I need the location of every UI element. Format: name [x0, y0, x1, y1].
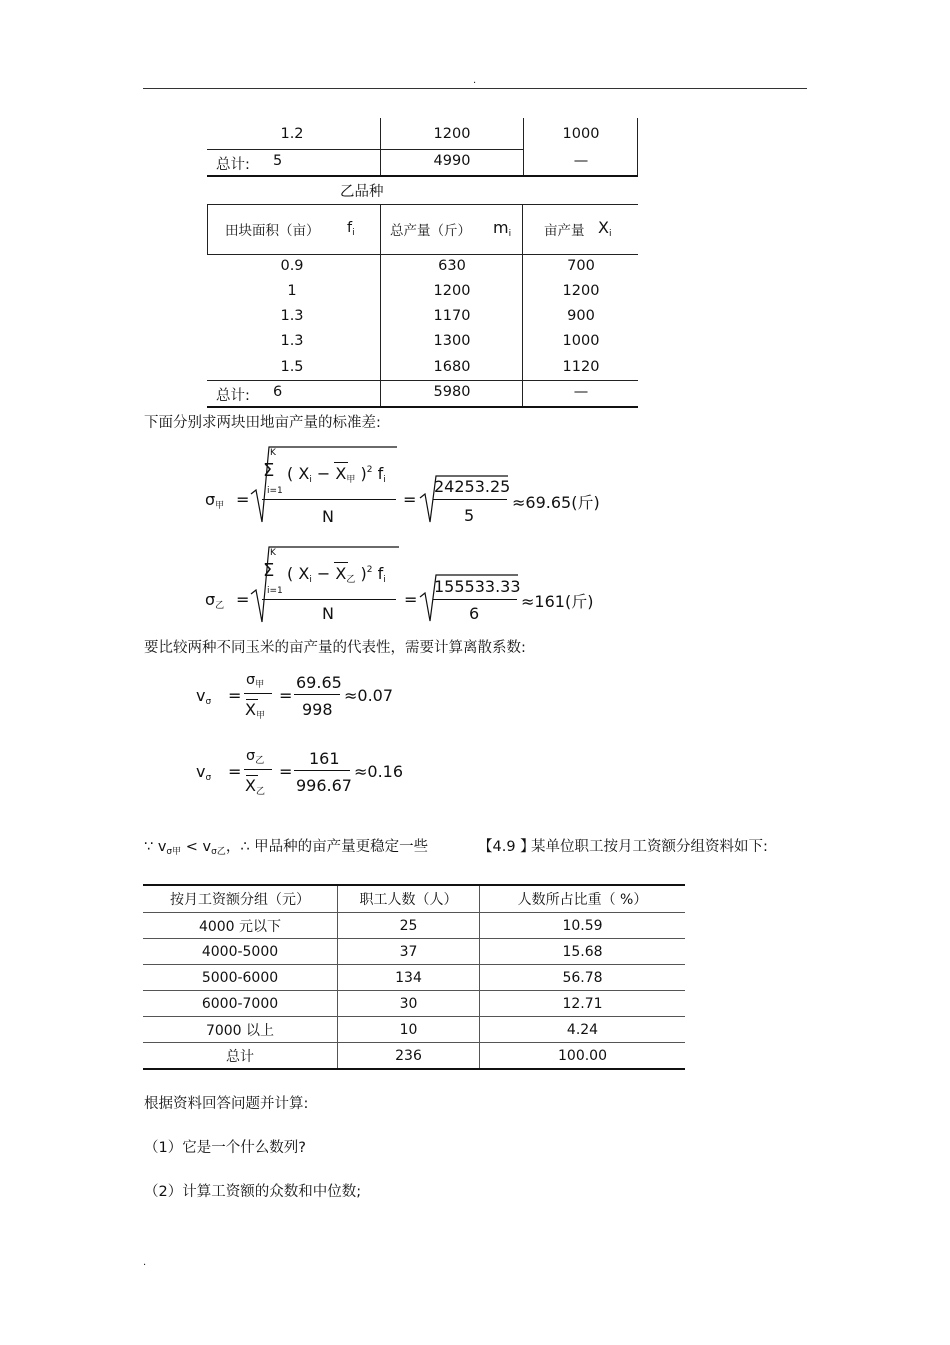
table-cell: 1.5 [280, 359, 304, 375]
table-cell: 900 [567, 308, 595, 324]
header-mark: . [473, 75, 477, 86]
table-cell: — [573, 384, 589, 400]
table-cell: 5 [273, 153, 283, 169]
table-cell: 700 [567, 258, 595, 274]
header-area-symbol: $f_i$ [347, 220, 355, 238]
table-caption: 乙品种 [340, 184, 384, 200]
table-cell: 1.3 [280, 308, 304, 324]
problem-text: 某单位职工按月工资额分组资料如下: [531, 839, 768, 855]
header-area: 田块面积（亩） [225, 223, 320, 239]
column-header: 人数所占比重（ %） [480, 885, 686, 913]
total-label: 总计: [216, 388, 250, 404]
table-cell: 25 [338, 913, 480, 939]
intro-std-text: 下面分别求两块田地亩产量的标准差: [144, 415, 381, 431]
column-header: 按月工资额分组（元） [143, 885, 338, 913]
table-cell: 56.78 [480, 965, 686, 991]
table-cell: 1000 [562, 126, 600, 142]
header-yield-symbol: $X_i$ [598, 218, 612, 239]
table-cell: 1.2 [280, 126, 304, 142]
table-row [143, 991, 685, 1017]
question-1: （1）它是一个什么数列? [144, 1140, 306, 1156]
table-cell: 1170 [433, 308, 471, 324]
column-header: 职工人数（人） [338, 885, 480, 913]
table-total-row [143, 1043, 685, 1070]
header-total: 总产量（斤） [390, 223, 471, 239]
table-row [143, 913, 685, 939]
wage-table [143, 884, 685, 1070]
header-rule [143, 88, 807, 89]
table-cell: 1000 [562, 333, 600, 349]
table-header-row [143, 885, 685, 913]
table-row [143, 1017, 685, 1043]
header-total-symbol: $m_i$ [493, 218, 512, 239]
table-cell: 1680 [433, 359, 471, 375]
conclusion-text: ∵ $v_{\sigma 甲} < v_{\sigma 乙}$，∴ 甲品种的亩产量更稳定一些 [144, 839, 429, 857]
table-cell: 1200 [562, 283, 600, 299]
table-cell: 1200 [433, 126, 471, 142]
table-cell: 134 [338, 965, 480, 991]
table-cell: 0.9 [280, 258, 304, 274]
table-cell: 10.59 [480, 913, 686, 939]
table-cell: 4000-5000 [143, 939, 338, 965]
table-cell: 15.68 [480, 939, 686, 965]
table-cell: 30 [338, 991, 480, 1017]
table-cell: 12.71 [480, 991, 686, 1017]
table-cell: 100.00 [480, 1043, 686, 1070]
table-cell: 10 [338, 1017, 480, 1043]
table-cell: 总计 [143, 1043, 338, 1070]
table-cell: 4990 [433, 153, 471, 169]
total-label: 总计: [216, 157, 250, 173]
table-cell: 4.24 [480, 1017, 686, 1043]
table-cell: 1300 [433, 333, 471, 349]
table-row [143, 965, 685, 991]
table-cell: 6000-7000 [143, 991, 338, 1017]
table-cell: 4000 元以下 [143, 913, 338, 939]
table-cell: 6 [273, 384, 283, 400]
table-cell: 1200 [433, 283, 471, 299]
table-cell: 236 [338, 1043, 480, 1070]
table-cell: 5000-6000 [143, 965, 338, 991]
answer-intro: 根据资料回答问题并计算: [144, 1096, 309, 1112]
table-cell: 37 [338, 939, 480, 965]
table-cell: — [573, 153, 589, 169]
table-row [143, 939, 685, 965]
table-cell: 5980 [433, 384, 471, 400]
table-cell: 1.3 [280, 333, 304, 349]
header-yield: 亩产量 [544, 223, 585, 239]
table-cell: 630 [438, 258, 466, 274]
table-cell: 7000 以上 [143, 1017, 338, 1043]
table-cell: 1 [287, 283, 297, 299]
problem-label: 【4.9 】 [478, 839, 535, 855]
footer-mark: . [143, 1257, 147, 1268]
table-cell: 1120 [562, 359, 600, 375]
intro-cv-text: 要比较两种不同玉米的亩产量的代表性，需要计算离散系数: [144, 640, 526, 656]
question-2: （2）计算工资额的众数和中位数; [144, 1184, 362, 1200]
